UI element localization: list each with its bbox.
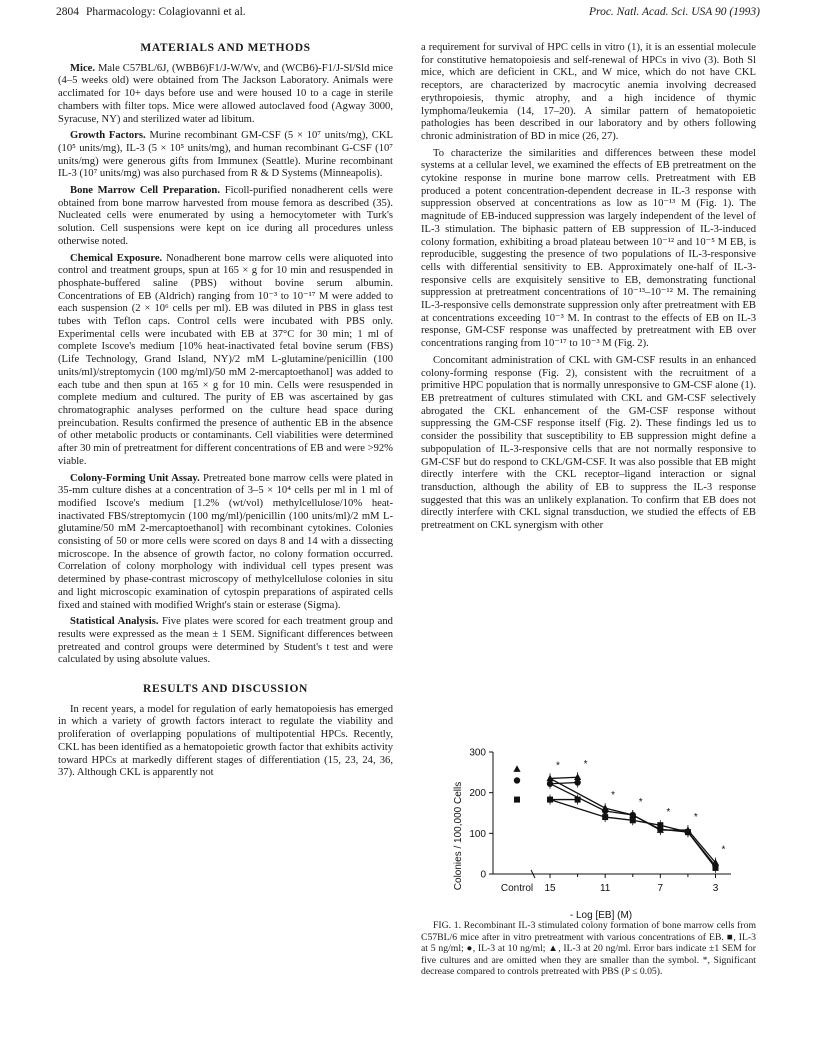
x-tick-label: 7: [657, 883, 664, 894]
y-tick-label: 300: [469, 747, 486, 759]
x-tick-label: 11: [599, 883, 611, 894]
y-axis-label: Colonies / 100,000 Cells: [453, 781, 464, 891]
y-tick-label: 200: [469, 788, 486, 800]
significance-marker: *: [666, 807, 671, 819]
section-title-methods: MATERIALS AND METHODS: [140, 42, 311, 54]
x-tick-label: 15: [544, 883, 556, 894]
paragraph-mice: Mice. Male C57BL/6J, (WBB6)F1/J-W/Wv, and (WCB6)-F1/J-Sl/Sld mice (4–5 weeks old) were obtained from The Jackson Laboratory. Animals were acclimated for 10+ days before use and were housed 10 to a cage in sterile chambers with filter tops. Mice were allowed autoclaved food (Agway 3000, Syracuse, NY) and sterilized water ad libitum.: [58, 62, 393, 125]
x-axis-label: - Log [EB] (M): [569, 910, 633, 921]
control-point: [514, 797, 520, 803]
journal-citation: Proc. Natl. Acad. Sci. USA 90 (1993): [589, 6, 760, 18]
paragraph-chemical-exposure: Chemical Exposure. Nonadherent bone marrow cells were aliquoted into control and treatment groups, spun at 165 × g for 10 min and resuspended in phosphate-buffered saline (PBS) without bovine serum albumin. Concentrations of EB (Aldrich) ranging from 10⁻³ to 10⁻¹⁷ M were added to each suspension (2 × 10⁶ cells per ml). EB was diluted in PBS in glass test tubes with Teflon caps. Control cells were incubated with PBS only. Experimental cells were incubated with EB at 37°C for 30 min; 1 ml of complete Iscove's medium [10% heat-inactivated fetal bovine serum (FBS) (Life Technology, Grand Island, NY)/2 mM L-glutamine/penicillin (100 units/ml)/streptomycin (100 mg/ml)/50 mM 2-mercaptoethanol] was added to each tube and then spun at 165 × g for 10 min. Cells were resuspended in complete medium and cultured. The purity of EB was ascertained by gas chromatographic analyses performed on the culture head space during preincubation. Results confirmed the presence of authentic EB in the absence of other metabolic products or contaminants. Cell viabilities were determined after 30 min of pretreatment for different concentrations of EB and were >92% viable.: [58, 252, 394, 467]
control-point: [514, 777, 520, 783]
right-column: [421, 42, 756, 537]
figure-1-caption: FIG. 1. Recombinant IL-3 stimulated colony formation of bone marrow cells from C57BL/6 mice after in vitro pretreatment with various concentrations of EB. ■, IL-3 at 5 ng/ml; ●, IL-3 at 10 ng/ml; ▲, IL-3 at 20 ng/ml. Error bars indicate ±1 SEM for five cultures and are omitted when they are smaller than the symbol. *, Significant decrease compared to controls pretreated with PBS (P ≤ 0.05).: [421, 920, 756, 978]
significance-marker: *: [721, 844, 726, 856]
paragraph-right-1: a requirement for survival of HPC cells in vitro (1), it is an essential molecule for constitutive hematopoiesis and self-renewal of HPCs in vivo (3). Both Sl mice, which are deficient in CKL, and W mice, which do not have CKL receptors, are characterized by macrocytic anemia involving decreased erythropoiesis, thymic atrophy, and a high incidence of thymic lymphoma/leukemia (14, 17–20). A similar pattern of hematopoietic pathologies has been described in our laboratory and by others following chronic administration of BD in mice (26, 27).: [421, 42, 756, 142]
y-tick-label: 0: [480, 869, 486, 881]
paragraph-statistics: Statistical Analysis. Five plates were scored for each treatment group and results were expressed as the mean ± 1 SEM. Significant differences between pretreated and control groups were determined by Student's t test and were calculated by using absolute values.: [58, 616, 393, 666]
data-point: [547, 797, 553, 803]
page-header: [56, 6, 760, 22]
paragraph-growth-factors: Growth Factors. Murine recombinant GM-CSF (5 × 10⁷ units/mg), CKL (10⁵ units/mg), IL-3 (5 × 10⁵ units/mg), and human recombinant G-CSF (10⁷ units/mg) were generous gifts from Immunex (Seattle). Murine recombinant IL-3 (10⁷ units/mg) was also purchased from R & D Systems (Minneapolis).: [58, 130, 393, 180]
x-tick-label: 3: [712, 883, 719, 894]
running-title: Pharmacology: Colagiovanni et al.: [86, 6, 246, 18]
y-tick-label: 100: [469, 828, 486, 840]
left-column: [58, 42, 393, 784]
significance-marker: *: [611, 790, 616, 802]
data-point: [602, 804, 609, 811]
figure-1-chart: [421, 746, 756, 921]
significance-marker: *: [693, 812, 698, 824]
paragraph-results-intro: In recent years, a model for regulation of early hematopoiesis has emerged in which a variety of growth factors interact to regulate the viability and proliferation of overlapping populations of multipotential HPCs. Recently, CKL has been identified as a hematopoietic growth factor that exhibits activity toward HPCs at markedly different stages of differentiation (15, 23, 24, 36, 37). Although CKL is apparently not: [58, 703, 393, 779]
paragraph-right-3: Concomitant administration of CKL with GM-CSF results in an enhanced colony-forming response (Fig. 2), consistent with the recruitment of a primitive HPC population that is normally unresponsive to GM-CSF alone (1). EB pretreatment of cultures stimulated with CKL and GM-CSF selectively abrogated the CKL enhancement of the GM-CSF response without suppressing the GM-CSF response itself (Fig. 2). These findings led us to consider the possibility that susceptibility to EB suppression might define a subpopulation of IL-3-responsive cells that are not normally responsive to GM-CSF but do respond to CKL/GM-CSF. It was also possible that EB might directly interfere with the CKL receptor–ligand interaction or signal transduction, although the ability of EB to suppress the IL-3 response suggested that this was an unlikely explanation. To confirm that EB does not directly interfere with CKL signal transduction, we studied the effects of EB pretreatment on CKL synergism with other: [421, 354, 756, 532]
paragraph-right-2: To characterize the similarities and differences between these model systems at a cellular level, we examined the effects of EB pretreatment on the cytokine response in murine bone marrow cells. Pretreatment with EB produced a potent concentration-dependent decrease in IL-3 response with suppression observed at concentrations as low as 10⁻¹³ M (Fig. 1). The magnitude of EB-induced suppression was largely independent of the level of IL-3 stimulation. The biphasic pattern of EB suppression of IL-3-induced colony formation, exhibiting a broad plateau between 10⁻¹² and 10⁻⁵ M EB, is reproducible, suggesting the presence of two populations of IL-3-responsive cells with differential sensitivity to EB. Approximately one-half of IL-3-responsive cells are exquisitely sensitive to EB, demonstrating functional suppression at pretreatment concentrations of 10⁻¹³–10⁻¹² M. The remaining IL-3-responsive cells demonstrate suppression only after pretreatment with EB at concentrations exceeding 10⁻³ M. In contrast to the effects of EB on IL-3 response, GM-CSF response was unaffected by pretreatment with EB over concentrations ranging from 10⁻¹⁷ to 10⁻³ M (Fig. 2).: [421, 147, 756, 350]
significance-marker: *: [638, 797, 643, 809]
page-number: 2804: [56, 6, 79, 18]
section-title-results: RESULTS AND DISCUSSION: [143, 683, 308, 696]
paragraph-cfu-assay: Colony-Forming Unit Assay. Pretreated bone marrow cells were plated in 35-mm culture dishes at a concentration of 3–5 × 10⁴ cells per ml in 1 ml of modified Iscove's medium [1.2% (wt/vol) methylcellulose/10% heat-inactivated FBS/streptomycin (100 mg/ml)/penicillin (100 units/ml)/2 mM L-glutamine/50 mM 2-mercaptoethanol] with recombinant cytokines. Colonies consisting of 50 or more cells were scored on days 8 and 14 with a dissecting microscope. In the absence of growth factor, no colony formation occurred. Correlation of colony morphology with individual cell types present was determined by phase-contrast microscopy of methylcellulose colonies in situ and light microscopic examination of cytospin preparations of aspirated cells fixed and stained with modified Wright's stain or esterase (Sigma).: [58, 472, 393, 611]
x-tick-control: Control: [500, 883, 534, 894]
significance-marker: *: [556, 760, 560, 772]
paragraph-bone-marrow: Bone Marrow Cell Preparation. Ficoll-purified nonadherent cells were obtained from bone marrow harvested from mouse femora as described (35). Nucleated cells were enumerated by using a hemocytometer with Turk's solution. Cell suspensions were kept on ice during all procedures unless otherwise noted.: [58, 185, 393, 247]
significance-marker: *: [583, 759, 588, 771]
control-point: [513, 765, 520, 772]
